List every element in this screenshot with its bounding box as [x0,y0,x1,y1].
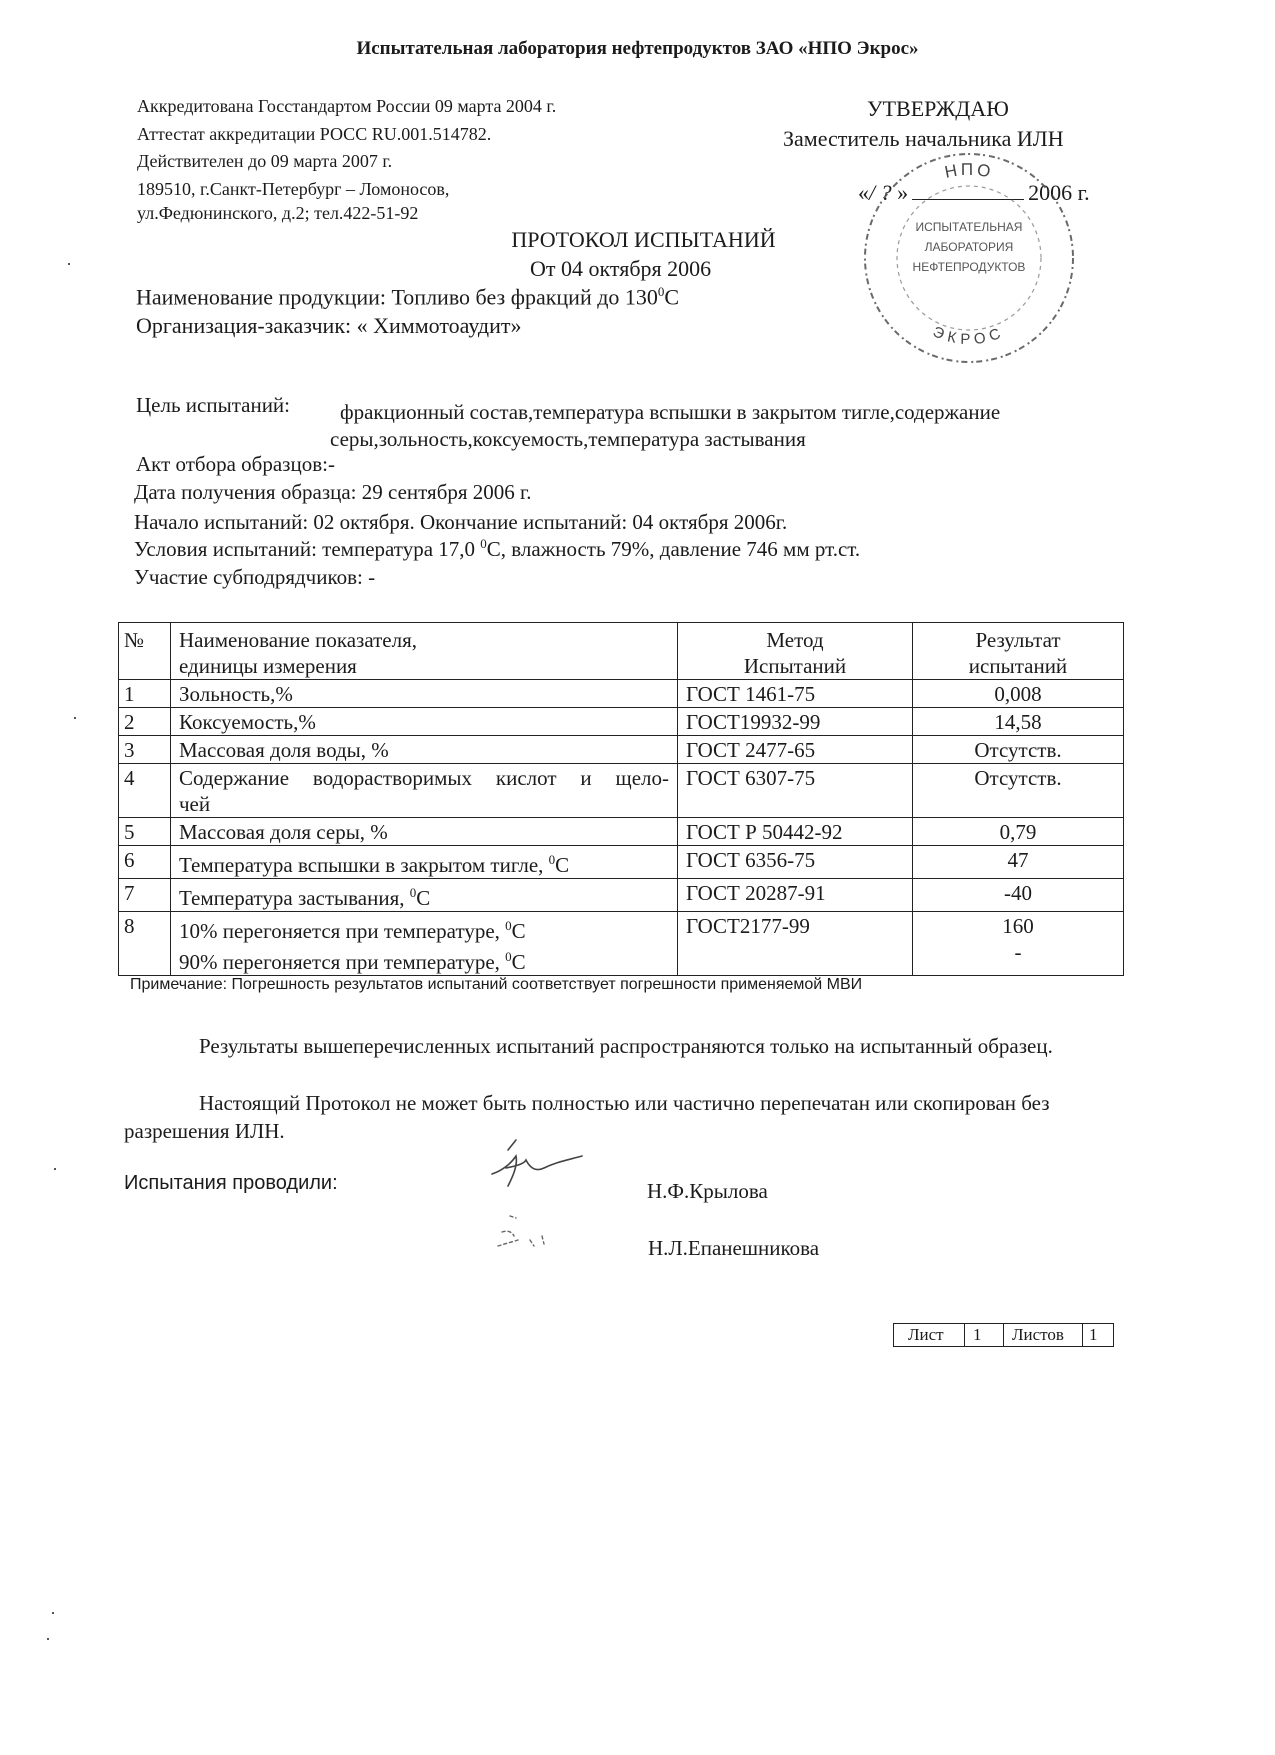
row-unit: С [511,950,526,974]
row-name [171,764,678,818]
row-name-line [179,913,669,944]
sheets-number: 1 [1082,1324,1113,1346]
header-result [913,623,1124,680]
row-num: 4 [119,764,171,818]
header-result-line: Результат [975,628,1061,652]
approval-word: УТВЕРЖДАЮ [867,96,1009,121]
test-conditions [134,536,860,562]
protocol-title: ПРОТОКОЛ ИСПЫТАНИЙ [511,227,776,252]
scan-speck [47,1638,49,1640]
svg-text:ЭКРОС [930,323,1007,348]
sampling-act: Акт отбора образцов:- [136,452,335,476]
header-name-line: Наименование показателя, [179,628,417,652]
row-num: 2 [119,708,171,736]
address-line: 189510, г.Санкт-Петербург – Ломоносов, [137,179,450,199]
row-name-text: Температура застывания, [179,886,410,910]
sheet-label: Лист [908,1325,944,1344]
accreditation-line: Аккредитована Госстандартом России 09 марта 2004 г. [137,96,557,116]
table-row [119,846,1124,879]
row-method: ГОСТ 2477-65 [678,736,913,764]
row-method: ГОСТ Р 50442-92 [678,818,913,846]
signer-name: Н.Ф.Крылова [647,1179,768,1203]
approval-position: Заместитель начальника ИЛН [783,126,1064,151]
row-result: Отсутств. [913,764,1124,818]
degree-superscript: 0 [505,949,512,964]
row-num: 6 [119,846,171,879]
scan-speck [74,717,76,719]
row-num: 1 [119,680,171,708]
row-name [171,846,678,879]
table-row [119,879,1124,912]
row-unit: С [416,886,431,910]
table-row [119,818,1124,846]
row-name: Массовая доля серы, % [171,818,678,846]
row-method: ГОСТ 20287-91 [678,879,913,912]
protocol-date: От 04 октября 2006 [530,256,712,281]
row-result: 47 [913,846,1124,879]
subcontractors: Участие субподрядчиков: - [134,565,376,589]
header-name [171,623,678,680]
degree-superscript: 0 [548,852,556,867]
date-open-quote: « [858,180,869,205]
row-num: 3 [119,736,171,764]
table-row [119,708,1124,736]
row-method: ГОСТ2177-99 [678,912,913,976]
degree-superscript: 0 [657,284,665,299]
sheets-label: Листов [1003,1324,1082,1346]
row-method: ГОСТ 6307-75 [678,764,913,818]
degree-superscript: 0 [505,918,512,933]
row-name-line: Содержание водорастворимых кислот и щело- [179,766,669,790]
row-name-line [179,944,669,975]
conditions-text: Условия испытаний: температура 17,0 [134,537,481,561]
product-label: Наименование продукции: Топливо без фракций до 130 [136,284,658,310]
row-method: ГОСТ19932-99 [678,708,913,736]
row-result [913,912,1124,976]
row-name [171,912,678,976]
row-name-text: 10% перегоняется при температуре, [179,919,506,943]
row-result-line: 160 [1002,914,1034,938]
table-header-row [119,623,1124,680]
row-name-line: чей [179,792,211,816]
sheet-counter [893,1323,1114,1347]
scan-speck [52,1612,54,1614]
scan-speck [68,263,70,265]
table-row [119,680,1124,708]
row-num: 8 [119,912,171,976]
row-num: 7 [119,879,171,912]
row-name-text: 90% перегоняется при температуре, [179,950,506,974]
row-unit: С [511,919,526,943]
row-name-text: Температура вспышки в закрытом тигле, [179,853,549,877]
lab-title: Испытательная лаборатория нефтепродуктов ЗАО «НПО Экрос» [356,38,919,59]
table-row [119,764,1124,818]
date-close-quote: » [897,180,909,205]
date-year: 2006 г. [1028,180,1090,205]
degree-superscript: 0 [480,536,487,551]
copyright-paragraph: Настоящий Протокол не может быть полностью или частично перепечатан или скопирован без разрешения ИЛН. [124,1091,1050,1143]
header-method [678,623,913,680]
stamp-bottom-text: ЭКРОС [930,323,1008,349]
signer-name: Н.Л.Епанешникова [648,1236,820,1260]
header-method-line: Испытаний [743,654,847,678]
row-name: Зольность,% [171,680,678,708]
row-unit: С [555,853,570,877]
results-table [118,622,1124,976]
signature-image [486,1210,556,1260]
row-name: Коксуемость,% [171,708,678,736]
product-name [136,284,679,310]
header-result-line: испытаний [968,654,1068,678]
svg-text:НПО [943,160,995,182]
row-result-line: - [1014,940,1022,964]
degree-superscript: 0 [409,885,417,900]
product-unit: С [664,284,680,310]
received-date: Дата получения образца: 29 сентября 2006 г. [134,480,532,504]
row-result: -40 [913,879,1124,912]
row-name [171,879,678,912]
stamp-line: ИСПЫТАТЕЛЬНАЯ [915,220,1023,234]
purpose-line: серы,зольность,коксуемость,температура застывания [330,427,806,451]
stamp-line: ЛАБОРАТОРИЯ [924,240,1014,254]
customer-org: Организация-заказчик: « Химмотоаудит» [136,313,522,338]
header-num: № [119,623,171,680]
purpose-line: фракционный состав,температура вспышки в закрытом тигле,содержание [340,400,1001,424]
header-name-line: единицы измерения [179,654,357,678]
row-result: Отсутств. [913,736,1124,764]
conditions-text: С, влажность 79%, давление 746 мм рт.ст. [486,537,861,561]
stamp-top-text: НПО [943,159,995,182]
row-method: ГОСТ 6356-75 [678,846,913,879]
table-note: Примечание: Погрешность результатов испытаний соответствует погрешности применяемой МВИ [130,976,863,993]
table-row [119,736,1124,764]
scope-paragraph: Результаты вышеперечисленных испытаний распространяются только на испытанный образец. [199,1034,1053,1058]
row-result: 0,79 [913,818,1124,846]
accreditation-line: Аттестат аккредитации РОСС RU.001.514782. [137,124,492,144]
purpose-label: Цель испытаний: [136,393,291,417]
signature-image [486,1138,586,1194]
accreditation-line: Действителен до 09 марта 2007 г. [137,151,393,171]
round-stamp [858,147,1080,369]
scan-speck [54,1168,56,1170]
date-day: / ? [869,180,898,205]
sheet-number: 1 [964,1324,1003,1346]
signatures-label: Испытания проводили: [124,1172,338,1194]
address-line: ул.Федюнинского, д.2; тел.422-51-92 [137,203,419,223]
row-result: 14,58 [913,708,1124,736]
row-name: Массовая доля воды, % [171,736,678,764]
table-row [119,912,1124,976]
row-num: 5 [119,818,171,846]
stamp-line: НЕФТЕПРОДУКТОВ [912,260,1026,274]
row-result: 0,008 [913,680,1124,708]
row-method: ГОСТ 1461-75 [678,680,913,708]
test-period: Начало испытаний: 02 октября. Окончание испытаний: 04 октября 2006г. [134,510,788,534]
header-method-line: Метод [766,628,824,652]
